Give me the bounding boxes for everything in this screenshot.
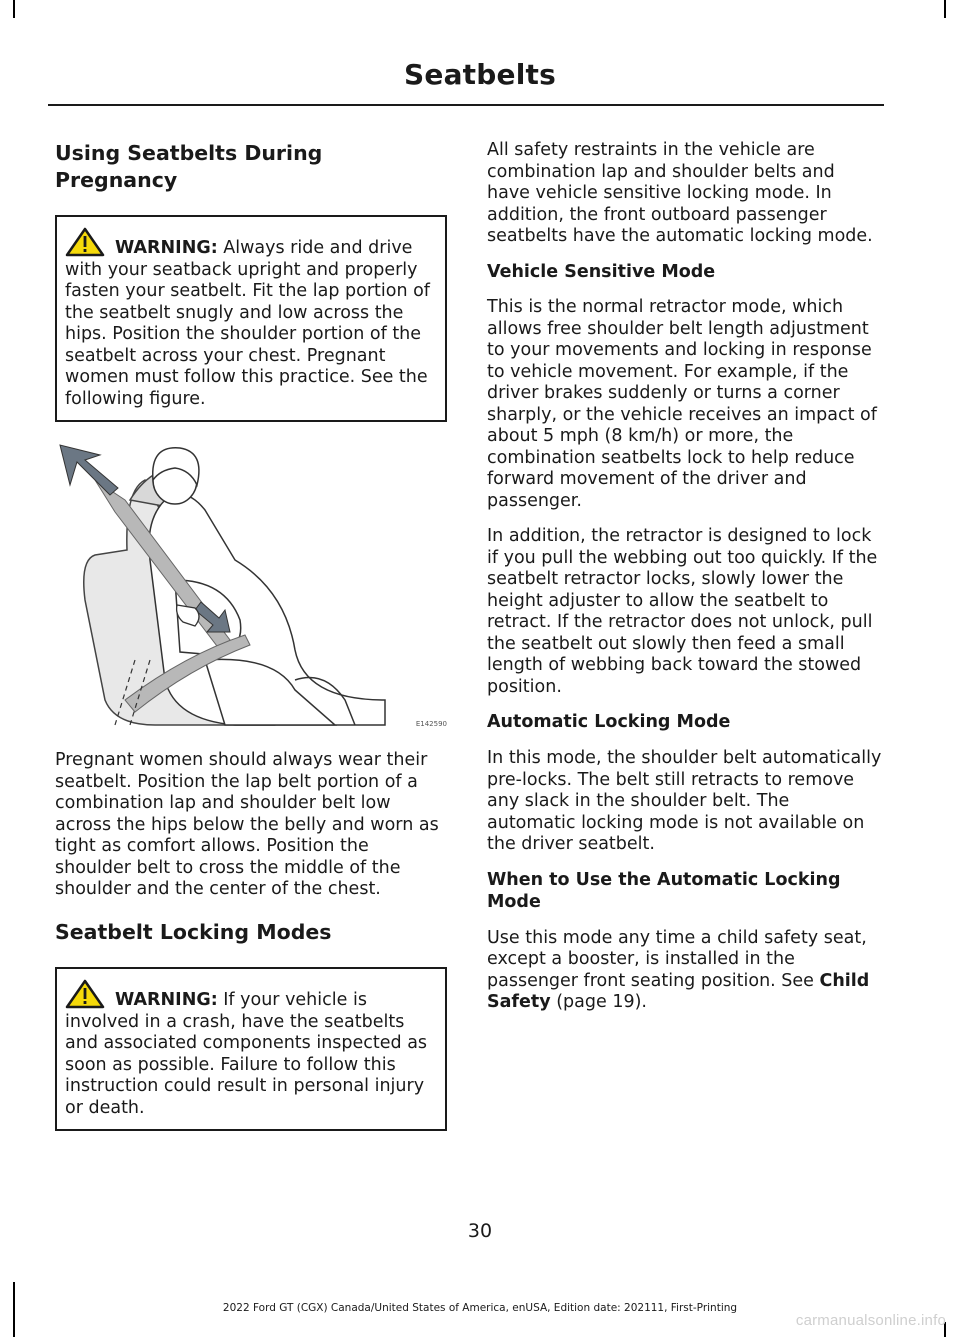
automatic-locking-paragraph: In this mode, the shoulder belt automatically pre-locks. The belt still retracts to remove any slack in the shoulder belt. The automatic locking mode is not available on the driver seatbelt. (487, 748, 882, 855)
retractor-paragraph: In addition, the retractor is designed to lock if you pull the webbing out too quickly. If the seatbelt retractor locks, slowly lower the height adjuster to allow the seatbelt to retract. If the retractor does not unlock, pull the seatbelt out slowly then feed a small length of webbing back toward the stowed position. (487, 526, 878, 697)
warning-text: If your vehicle is involved in a crash, have the seatbelts and associated components inspected as soon as possible. Failure to follow this instruction could result in personal injury or death. (65, 990, 428, 1118)
pregnancy-paragraph: Pregnant women should always wear their seatbelt. Position the lap belt portion of a combination lap and shoulder belt low across the hips below the belly and worn as tight as comfort allows. Position the shoulder belt to cross the middle of the shoulder and the center of the chest. (55, 750, 439, 900)
warning-box-pregnancy (55, 215, 447, 422)
warning-triangle-icon (65, 979, 109, 1009)
left-column (55, 140, 447, 1149)
warning-label: WARNING: (115, 990, 218, 1011)
pregnant-seatbelt-illustration (55, 440, 447, 730)
section-heading-pregnancy: Using Seatbelts During Pregnancy (55, 141, 323, 192)
seatbelt-figure-svg (55, 440, 447, 730)
warning-triangle-icon (65, 227, 109, 257)
when-to-use-text: Use this mode any time a child safety seat, except a booster, is installed in the passenger front seating position. See (487, 927, 867, 991)
subheading-vehicle-sensitive: Vehicle Sensitive Mode (487, 261, 716, 282)
footer-edition: 2022 Ford GT (CGX) Canada/United States of America, enUSA, Edition date: 202111, First-Printing (222, 1302, 738, 1314)
watermark: carmanualsonline.info (795, 1312, 946, 1329)
figure-id: E142590 (415, 720, 447, 729)
subheading-automatic-locking: Automatic Locking Mode (487, 712, 731, 733)
child-safety-link[interactable]: Child Safety (487, 970, 870, 1012)
crop-mark-top-left (13, 0, 15, 18)
crop-mark-top-right (944, 0, 946, 18)
subheading-when-to-use: When to Use the Automatic Locking Mode (487, 869, 841, 912)
page-number: 30 (467, 1220, 493, 1242)
page-title: Seatbelts (404, 58, 556, 91)
vehicle-sensitive-paragraph: This is the normal retractor mode, which allows free shoulder belt length adjustment to your movements and locking in response to vehicle movement. For example, if the driver brakes suddenly or turns a corner sharply, or the vehicle receives an impact of about 5 mph (8 km/h) or more, the combination seatbelts lock to help reduce forward movement of the driver and passenger. (487, 297, 877, 511)
page-reference: (page 19). (550, 992, 647, 1012)
when-to-use-paragraph (487, 928, 882, 1014)
warning-text: Always ride and drive with your seatback upright and properly fasten your seatbelt. Fit the lap portion of the seatbelt snugly and low across the hips. Position the shoulder portion of the seatbelt across your chest. Pregnant women must follow this practice. See the following figure. (65, 238, 430, 409)
restraints-paragraph: All safety restraints in the vehicle are combination lap and shoulder belts and have vehicle sensitive locking mode. In addition, the front outboard passenger seatbelts have the automatic locking mode. (487, 140, 873, 246)
warning-label: WARNING: (115, 238, 218, 259)
right-column (487, 140, 882, 1028)
warning-box-crash (55, 967, 447, 1131)
header-divider (48, 104, 884, 106)
section-heading-locking-modes: Seatbelt Locking Modes (55, 919, 332, 944)
